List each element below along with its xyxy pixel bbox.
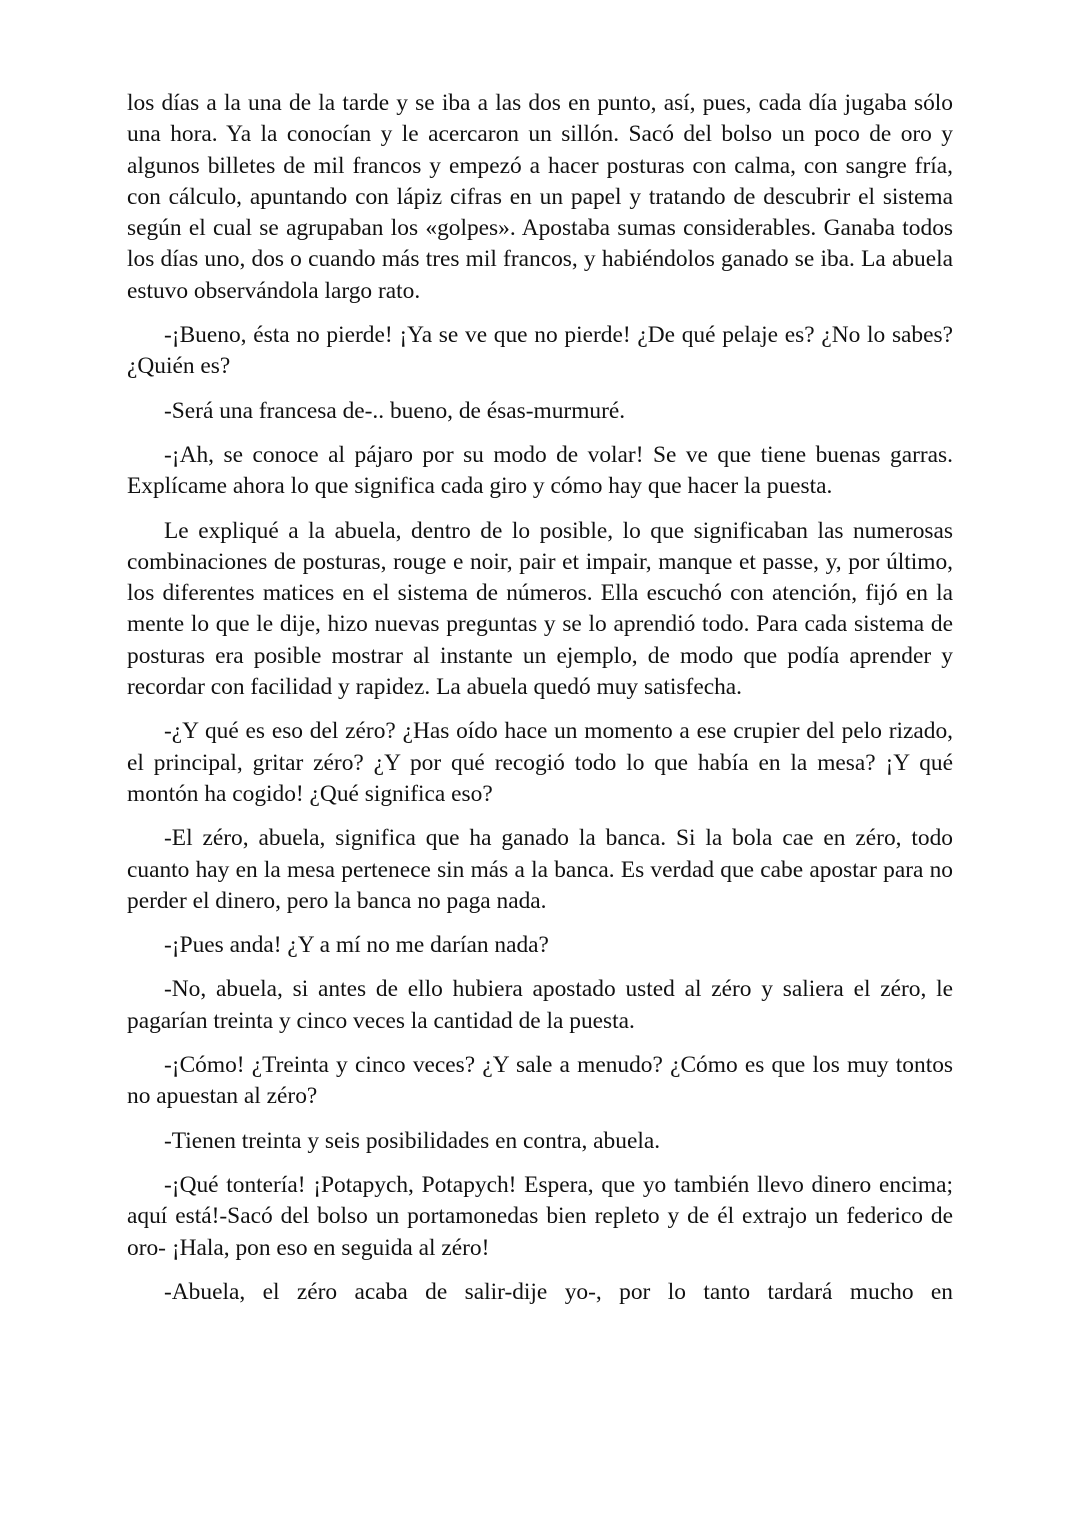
document-page	[127, 88, 953, 1308]
dialogue-paragraph: -¡Bueno, ésta no pierde! ¡Ya se ve que no pierde! ¿De qué pelaje es? ¿No lo sabes? ¿Quién es?	[127, 322, 953, 380]
dialogue-paragraph: -Abuela, el zéro acaba de salir-dije yo-, por lo tanto tardará mucho en	[164, 1278, 953, 1305]
dialogue-paragraph: -¿Y qué es eso del zéro? ¿Has oído hace un momento a ese crupier del pelo rizado, el principal, gritar zéro? ¿Y por qué recogió todo lo que había en la mesa? ¡Y qué montón ha cogido! ¿Qué significa eso?	[127, 718, 953, 807]
dialogue-paragraph: -¡Ah, se conoce al pájaro por su modo de volar! Se ve que tiene buenas garras. Explícame ahora lo que significa cada giro y cómo hay que hacer la puesta.	[127, 441, 953, 500]
body-paragraph: los días a la una de la tarde y se iba a las dos en punto, así, pues, cada día jugaba sólo una hora. Ya la conocían y le acercaron un sillón. Sacó del bolso un poco de oro y algunos billetes de mil francos y empezó a hacer posturas con calma, con sangre fría, con cálculo, apuntando con lápiz cifras en un papel y tratando de descubrir el sistema según el cual se agrupaban los «golpes». Apostaba sumas considerables. Ganaba todos los días uno, dos o cuando más tres mil francos, y habiéndolos ganado se iba. La abuela estuvo observándola largo rato.	[127, 90, 953, 304]
body-paragraph: Le expliqué a la abuela, dentro de lo posible, lo que significaban las numerosas combinaciones de posturas, rouge e noir, pair et impair, manque et passe, y, por último, los diferentes matices en el sistema de números. Ella escuchó con atención, fijó en la mente lo que le dije, hizo nuevas preguntas y se lo aprendió todo. Para cada sistema de posturas era posible mostrar al instante un ejemplo, de modo que podía aprender y recordar con facilidad y rapidez. La abuela quedó muy satisfecha.	[127, 517, 953, 701]
dialogue-paragraph: -Será una francesa de-.. bueno, de ésas-murmuré.	[164, 397, 626, 424]
dialogue-paragraph: -El zéro, abuela, significa que ha ganado la banca. Si la bola cae en zéro, todo cuanto hay en la mesa pertenece sin más a la banca. Es verdad que cabe apostar para no perder el dinero, pero la banca no paga nada.	[127, 825, 953, 914]
dialogue-paragraph: -Tienen treinta y seis posibilidades en contra, abuela.	[164, 1127, 661, 1154]
dialogue-paragraph: -No, abuela, si antes de ello hubiera apostado usted al zéro y saliera el zéro, le pagarían treinta y cinco veces la cantidad de la puesta.	[127, 976, 953, 1034]
dialogue-paragraph: -¡Qué tontería! ¡Potapych, Potapych! Espera, que yo también llevo dinero encima; aquí está!-Sacó del bolso un portamonedas bien repleto y de él extrajo un federico de oro- ¡Hala, pon eso en seguida al zéro!	[127, 1171, 953, 1261]
dialogue-paragraph: -¡Cómo! ¿Treinta y cinco veces? ¿Y sale a menudo? ¿Cómo es que los muy tontos no apuestan al zéro?	[127, 1052, 953, 1110]
dialogue-paragraph: -¡Pues anda! ¿Y a mí no me darían nada?	[164, 932, 549, 959]
